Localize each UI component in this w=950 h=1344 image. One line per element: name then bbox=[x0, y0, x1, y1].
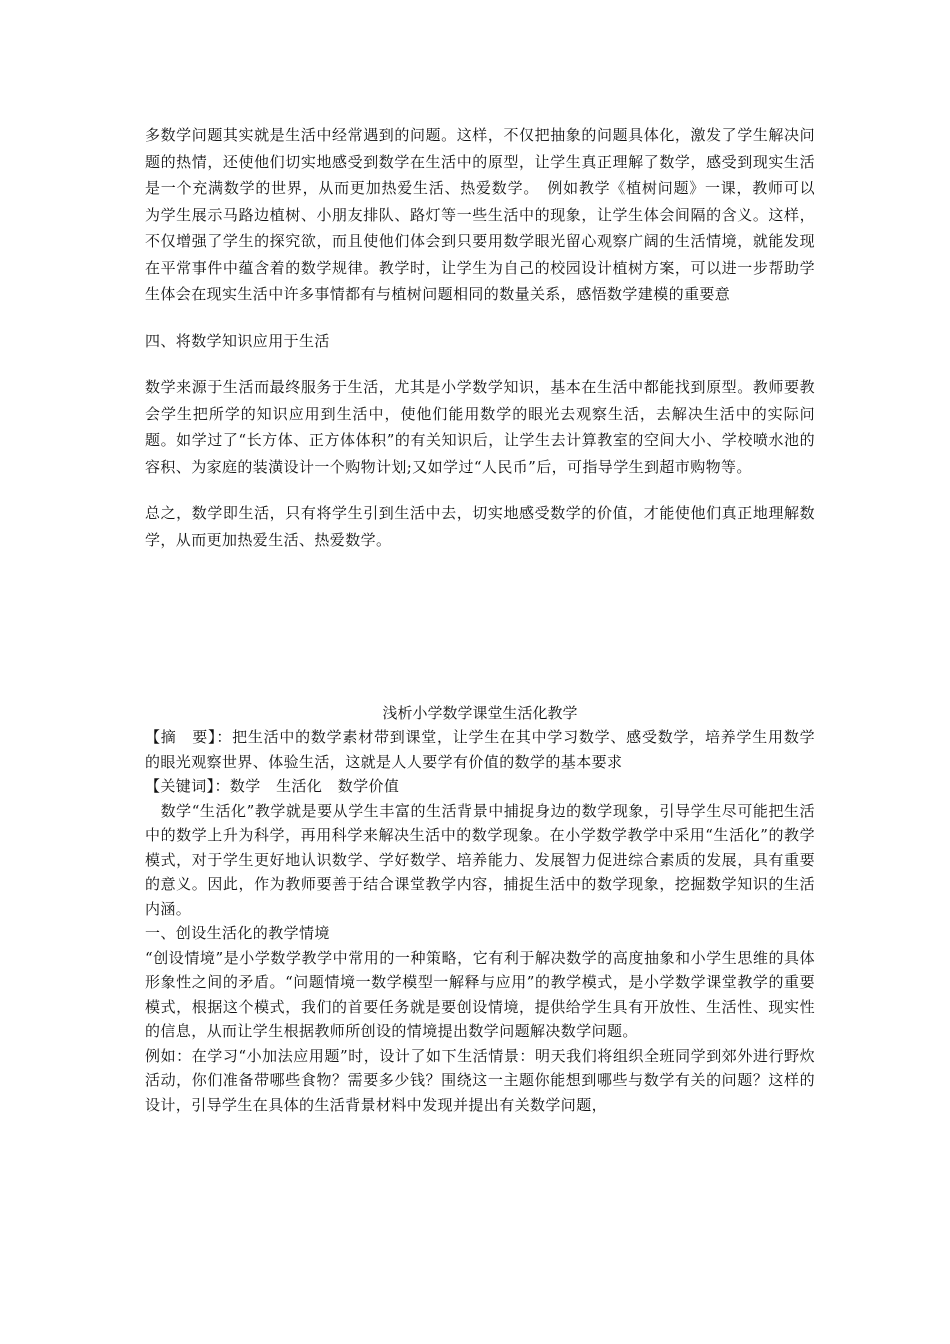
paragraph-section-4: 数学来源于生活而最终服务于生活，尤其是小学数学知识，基本在生活中都能找到原型。教师要教会学生把所学的知识应用到生活中，使他们能用数学的眼光去观察生活，去解决生活中的实际问题。如学过了“长方体、正方体体积”的有关知识后，让学生去计算教室的空间大小、学校喷水池的容积、为家庭的装潢设计一个购物计划;又如学过“人民币”后，可指导学生到超市购物等。 bbox=[145, 378, 815, 476]
document-page bbox=[145, 122, 815, 1117]
conclusion-paragraph: 总之，数学即生活，只有将学生引到生活中去，切实地感受数学的价值，才能使他们真正地理解数学，从而更加热爱生活、热爱数学。 bbox=[145, 504, 815, 549]
keywords: 【关键词】：数学 生活化 数学价值 bbox=[145, 777, 400, 795]
paragraph-section-1: “创设情境”是小学数学教学中常用的一种策略，它有利于解决数学的高度抽象和小学生思维的具体形象性之间的矛盾。“问题情境一数学模型一解释与应用”的教学模式，是小学数学课堂教学的重要模式，根据这个模式，我们的首要任务就是要创设情境，提供给学生具有开放性、生活性、现实性的信息，从而让学生根据教师所创设的情境提出数学问题解决数学问题。 bbox=[145, 948, 815, 1040]
example-paragraph: 例如：在学习“小加法应用题”时，设计了如下生活情景：明天我们将组织全班同学到郊外进行野炊活动，你们准备带哪些食物？需要多少钱？围绕这一主题你能想到哪些与数学有关的问题？这样的设计，引导学生在具体的生活背景材料中发现并提出有关数学问题， bbox=[145, 1046, 815, 1114]
intro-paragraph: 数学“生活化”教学就是要从学生丰富的生活背景中捕捉身边的数学现象，引导学生尽可能把生活中的数学上升为科学，再用科学来解决生活中的数学现象。在小学数学教学中采用“生活化”的教学模式，对于学生更好地认识数学、学好数学、培养能力、发展智力促进综合素质的发展，具有重要的意义。因此，作为教师要善于结合课堂教学内容，捕捉生活中的数学现象，挖掘数学知识的生活内涵。 bbox=[145, 801, 815, 918]
heading-section-4: 四、将数学知识应用于生活 bbox=[145, 331, 330, 350]
article-title: 浅析小学数学课堂生活化教学 bbox=[382, 704, 578, 722]
paragraph-continued: 多数学问题其实就是生活中经常遇到的问题。这样，不仅把抽象的问题具体化，激发了学生解决问题的热情，还使他们切实地感受到数学在生活中的原型，让学生真正理解了数学，感受到现实生活是一个充满数学的世界，从而更加热爱生活、热爱数学。 例如教学《植树问题》一课，教师可以为学生展示马路边植树、小朋友排队、路灯等一些生活中的现象，让学生体会间隔的含义。这样，不仅增强了学生的探究欲，而且使他们体会到只要用数学眼光留心观察广阔的生活情境，就能发现在平常事件中蕴含着的数学规律。教学时，让学生为自己的校园设计植树方案，可以进一步帮助学生体会在现实生活中许多事情都有与植树问题相同的数量关系，感悟数学建模的重要意 bbox=[145, 126, 815, 303]
abstract: 【摘 要】：把生活中的数学素材带到课堂，让学生在其中学习数学、感受数学，培养学生用数学的眼光观察世界、体验生活，这就是人人要学有价值的数学的基本要求 bbox=[145, 728, 815, 771]
heading-section-1: 一、创设生活化的教学情境 bbox=[145, 924, 330, 942]
